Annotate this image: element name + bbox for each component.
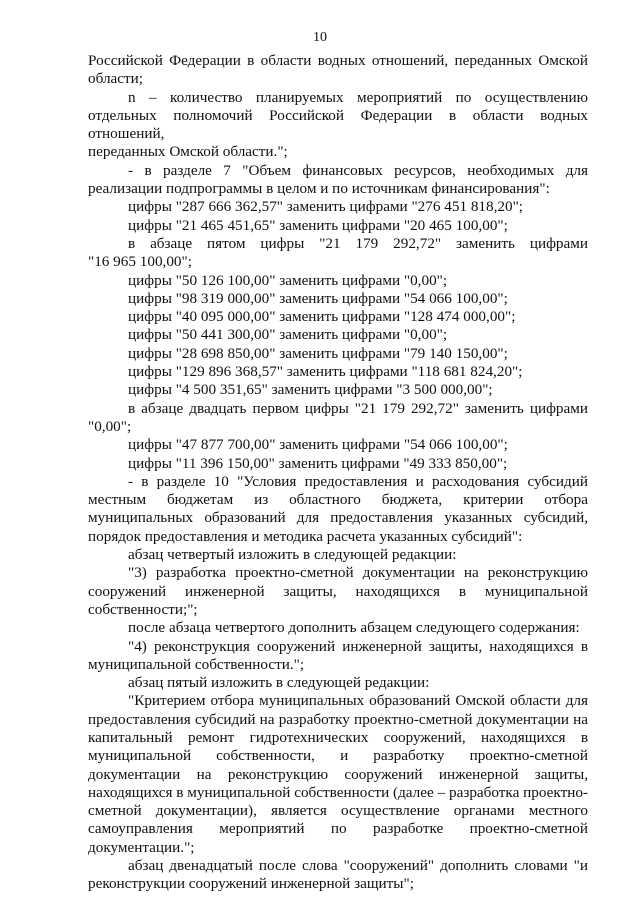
text-line: - в разделе 10 "Условия предоставления и расходования субсидий (128, 472, 588, 490)
text-line: в абзаце двадцать первом цифры "21 179 292,72" заменить цифрами (128, 399, 588, 417)
text-line: муниципальной собственности."; (88, 655, 305, 673)
text-line: абзац четвертый изложить в следующей редакции: (128, 546, 457, 564)
text-line: цифры "40 095 000,00" заменить цифрами "128 474 000,00"; (128, 308, 516, 326)
text-line: собственности;"; (88, 600, 198, 618)
text-line: абзац двенадцатый после слова "сооружений" дополнить словами "и (128, 857, 588, 875)
text-line: после абзаца четвертого дополнить абзацем следующего содержания: (128, 619, 580, 637)
text-line: сооружений инженерной защиты, находящихся в муниципальной (88, 582, 588, 600)
text-line: цифры "50 441 300,00" заменить цифрами "0,00"; (128, 326, 448, 344)
text-line: "16 965 100,00"; (88, 253, 192, 271)
text-line: цифры "98 319 000,00" заменить цифрами "54 066 100,00"; (128, 289, 508, 307)
text-line: находящихся в муниципальной собственности (далее – разработка проектно- (88, 783, 588, 801)
text-line: Российской Федерации в области водных отношений, переданных Омской (88, 52, 588, 69)
text-line: порядок предоставления и методика расчета указанных субсидий": (88, 527, 523, 545)
text-line: муниципальной собственности, и разработку проектно-сметной (88, 747, 588, 765)
text-line: - в разделе 7 "Объем финансовых ресурсов, необходимых для (128, 161, 588, 179)
text-line: муниципальных образований для предоставления указанных субсидий, (88, 509, 588, 527)
text-line: цифры "21 465 451,65" заменить цифрами "20 465 100,00"; (128, 216, 508, 234)
text-line: переданных Омской области."; (88, 143, 288, 161)
text-line: отдельных полномочий Российской Федерации в области водных отношений, (88, 106, 588, 143)
text-line: "0,00"; (88, 417, 132, 435)
page-number: 10 (313, 30, 327, 45)
text-line: цифры "4 500 351,65" заменить цифрами "3 500 000,00"; (128, 381, 493, 399)
text-line: самоуправления мероприятий по разработке проектно-сметной (88, 820, 588, 838)
text-line: "4) реконструкция сооружений инженерной защиты, находящихся в (128, 637, 588, 655)
text-line: реализации подпрограммы в целом и по источникам финансирования": (88, 180, 550, 198)
text-line: сметной документации), является осуществление органами местного (88, 802, 588, 820)
text-line: капитальный ремонт гидротехнических сооружений, находящихся в (88, 728, 588, 746)
text-line: документации на реконструкцию сооружений инженерной защиты, (88, 765, 588, 783)
text-line: цифры "50 126 100,00" заменить цифрами "0,00"; (128, 271, 448, 289)
text-line: цифры "287 666 362,57" заменить цифрами "276 451 818,20"; (128, 198, 524, 216)
text-line: цифры "11 396 150,00" заменить цифрами "49 333 850,00"; (128, 454, 508, 472)
text-line: цифры "129 896 368,57" заменить цифрами "118 681 824,20"; (128, 363, 523, 381)
text-line: области; (88, 70, 143, 88)
text-line: реконструкции сооружений инженерной защиты"; (88, 875, 414, 893)
document-body (88, 52, 588, 894)
text-line: предоставления субсидий на разработку проектно-сметной документации на (88, 710, 588, 728)
text-line: в абзаце пятом цифры "21 179 292,72" заменить цифрами (128, 234, 588, 252)
text-line: "Критерием отбора муниципальных образований Омской области для (128, 692, 588, 710)
text-line: документации."; (88, 838, 195, 856)
text-line: "3) разработка проектно-сметной документации на реконструкцию (128, 564, 588, 582)
text-line: цифры "28 698 850,00" заменить цифрами "79 140 150,00"; (128, 344, 508, 362)
text-line: местным бюджетам из областного бюджета, критерии отбора (88, 491, 588, 509)
text-line: n – количество планируемых мероприятий по осуществлению (128, 88, 588, 106)
text-line: цифры "47 877 700,00" заменить цифрами "54 066 100,00"; (128, 436, 508, 454)
text-line: абзац пятый изложить в следующей редакции: (128, 674, 430, 692)
